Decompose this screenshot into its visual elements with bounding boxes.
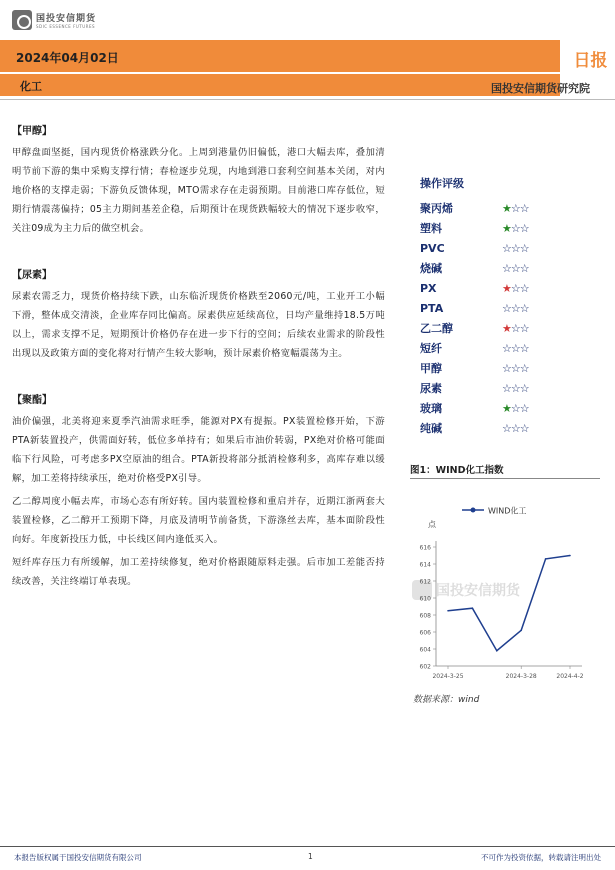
star-empty-icon: ☆ [510, 301, 520, 315]
star-empty-icon: ☆ [510, 401, 520, 415]
star-empty-icon: ☆ [519, 221, 529, 235]
rating-title: 操作评级 [420, 177, 464, 190]
rating-product: 玻璃 [420, 402, 442, 415]
rating-product: 乙二醇 [420, 322, 453, 335]
star-empty-icon: ☆ [510, 361, 520, 375]
footer-disclaimer: 不可作为投资依据，转载请注明出处 [481, 853, 601, 862]
star-rating-icon [502, 382, 529, 395]
star-empty-icon: ☆ [519, 381, 529, 395]
rating-product: 纯碱 [420, 422, 442, 435]
section-paragraph: 乙二醇周度小幅去库，市场心态有所好转。国内装置检修和重启并存，近期江浙两套大装置检修，乙二醇开工预期下降，月底及清明节前备货，下游涤丝去库，基本面阶段性向好。年度新投压力低，中长线区间内逢低买入。 [12, 496, 385, 545]
data-point [545, 558, 547, 560]
star-filled-icon: ★ [502, 221, 511, 235]
data-point [447, 610, 449, 612]
section-paragraph: 尿素农需乏力，现货价格持续下跌，山东临沂现货价格跌至2060元/吨，工业开工小幅下滑，整体成交清淡，企业库存同比偏高。尿素供应延续高位，日均产量维持18.5万吨以上，需求支撑不足，短期预计价格仍存在进一步下行的空间；后续农业需求的阶段性出现以及政策方面的变化将对行情产生较大影响，预计尿素价格宽幅震荡为主。 [12, 291, 385, 359]
rating-product: 甲醇 [420, 362, 442, 375]
star-empty-icon: ☆ [502, 241, 511, 255]
section-paragraph: 短纤库存压力有所缓解，加工差持续修复，绝对价格跟随原料走强。后市加工差能否持续改善，关注终端订单表现。 [12, 557, 385, 587]
y-axis-label: 点 [428, 520, 436, 529]
figure-source: 数据来源：wind [413, 695, 480, 705]
star-rating-icon [502, 302, 529, 315]
star-empty-icon: ☆ [519, 201, 529, 215]
section-paragraph: 油价偏强，北美将迎来夏季汽油需求旺季，能源对PX有提振。PX装置检修开始，下游PTA新装置投产，供需面好转，低位多单持有；如果后市油价转弱，PX绝对价格可能面临下行风险，可考虑多PX空原油的组合。PTA新投将部分抵消检修利多，高库存难以缓解，加工差将持续承压，绝对价格受PX引导。 [12, 416, 385, 484]
y-tick-label: 614 [419, 561, 431, 569]
star-empty-icon: ☆ [502, 361, 511, 375]
star-rating-icon [502, 242, 529, 255]
star-empty-icon: ☆ [519, 321, 529, 335]
star-empty-icon: ☆ [502, 421, 511, 435]
y-tick-label: 612 [419, 578, 431, 586]
star-rating-icon [502, 202, 529, 215]
institute-name: 国投安信期货研究院 [491, 82, 590, 95]
rating-row [410, 238, 600, 258]
rating-product: 聚丙烯 [420, 202, 453, 215]
watermark-text: 国投安信期货 [436, 583, 520, 599]
star-empty-icon: ☆ [510, 381, 520, 395]
y-tick-label: 604 [419, 646, 431, 654]
rating-row [410, 258, 600, 278]
figure-title: 图1：WIND化工指数 [410, 465, 504, 476]
star-rating-icon [502, 322, 529, 335]
star-filled-icon: ★ [502, 401, 511, 415]
section-paragraph: 甲醇盘面坚挺，国内现货价格涨跌分化。上周到港量仍旧偏低，港口大幅去库，叠加清明节前下游的集中采购支撑行情；春检逐步兑现，内地到港口套利空间基本关闭，对内地价格的支撑走弱；下游负反馈体现，MTO需求存在走弱预期。目前港口库存低位，短期行情震荡偏持；05主力期间基差企稳，后期预计在现货跌幅较大的情况下逐步收窄，关注09成为主力后的做空机会。 [12, 147, 385, 234]
star-filled-icon: ★ [502, 201, 511, 215]
figure-divider [410, 478, 600, 479]
rating-product: 塑料 [420, 222, 442, 235]
rating-row [410, 198, 600, 218]
rating-product: PX [420, 281, 437, 295]
rating-row [410, 318, 600, 338]
data-point [520, 630, 522, 632]
rating-row [410, 398, 600, 418]
star-empty-icon: ☆ [519, 421, 529, 435]
rating-panel [410, 175, 600, 438]
star-rating-icon [502, 262, 529, 275]
star-rating-icon [502, 422, 529, 435]
rating-product: PVC [420, 241, 445, 255]
wind-chemical-index-chart [410, 485, 600, 685]
sector-bar [0, 74, 560, 96]
rating-row [410, 278, 600, 298]
x-tick-label: 2024-3-25 [432, 673, 464, 680]
star-empty-icon: ☆ [502, 261, 511, 275]
rating-product: PTA [420, 301, 444, 315]
star-rating-icon [502, 402, 529, 415]
y-tick-label: 602 [419, 663, 431, 671]
star-empty-icon: ☆ [510, 221, 520, 235]
y-tick-label: 606 [419, 629, 431, 637]
y-tick-label: 608 [419, 612, 431, 620]
rating-row [410, 358, 600, 378]
logo-icon [12, 10, 32, 30]
rating-row [410, 418, 600, 438]
star-empty-icon: ☆ [519, 261, 529, 275]
star-empty-icon: ☆ [502, 381, 511, 395]
footer-copyright: 本报告版权属于国投安信期货有限公司 [14, 853, 142, 862]
star-empty-icon: ☆ [510, 241, 520, 255]
rating-row [410, 218, 600, 238]
star-empty-icon: ☆ [519, 401, 529, 415]
section-title: 【甲醇】 [12, 126, 52, 137]
rating-product: 尿素 [420, 382, 442, 395]
star-empty-icon: ☆ [502, 341, 511, 355]
star-empty-icon: ☆ [510, 281, 520, 295]
rating-row [410, 338, 600, 358]
report-type: 日报 [573, 50, 608, 71]
commentary-column [12, 112, 385, 591]
sector-label: 化工 [20, 80, 42, 93]
data-point [569, 555, 571, 557]
star-empty-icon: ☆ [502, 301, 511, 315]
data-point [496, 650, 498, 652]
star-empty-icon: ☆ [510, 421, 520, 435]
star-empty-icon: ☆ [510, 201, 520, 215]
y-tick-label: 610 [419, 595, 431, 603]
y-tick-label: 616 [419, 544, 431, 552]
star-empty-icon: ☆ [519, 341, 529, 355]
logo-name: 国投安信期货 [36, 14, 97, 24]
report-date: 2024年04月02日 [16, 51, 119, 65]
star-empty-icon: ☆ [519, 281, 529, 295]
section-title: 【尿素】 [12, 270, 52, 281]
star-rating-icon [502, 282, 529, 295]
x-tick-label: 2024-3-28 [505, 673, 537, 680]
legend-marker [471, 508, 476, 513]
star-rating-icon [502, 342, 529, 355]
rating-row [410, 378, 600, 398]
legend-label: WIND化工 [488, 506, 527, 516]
header-divider [0, 99, 615, 100]
star-filled-icon: ★ [502, 281, 511, 295]
rating-product: 烧碱 [420, 262, 442, 275]
star-rating-icon [502, 362, 529, 375]
data-point [472, 607, 474, 609]
section-title: 【聚酯】 [12, 395, 52, 406]
star-empty-icon: ☆ [519, 241, 529, 255]
star-empty-icon: ☆ [519, 301, 529, 315]
star-empty-icon: ☆ [510, 261, 520, 275]
footer-divider [0, 846, 615, 847]
logo-name-en: SDIC ESSENCE FUTURES [36, 24, 96, 29]
rating-row [410, 298, 600, 318]
star-rating-icon [502, 222, 529, 235]
x-tick-label: 2024-4-2 [556, 673, 584, 680]
page-number: 1 [308, 852, 313, 861]
rating-product: 短纤 [420, 342, 442, 355]
star-empty-icon: ☆ [519, 361, 529, 375]
star-empty-icon: ☆ [510, 321, 520, 335]
company-logo [12, 10, 96, 30]
star-filled-icon: ★ [502, 321, 511, 335]
star-empty-icon: ☆ [510, 341, 520, 355]
series-line-wind-chemical [448, 556, 570, 651]
